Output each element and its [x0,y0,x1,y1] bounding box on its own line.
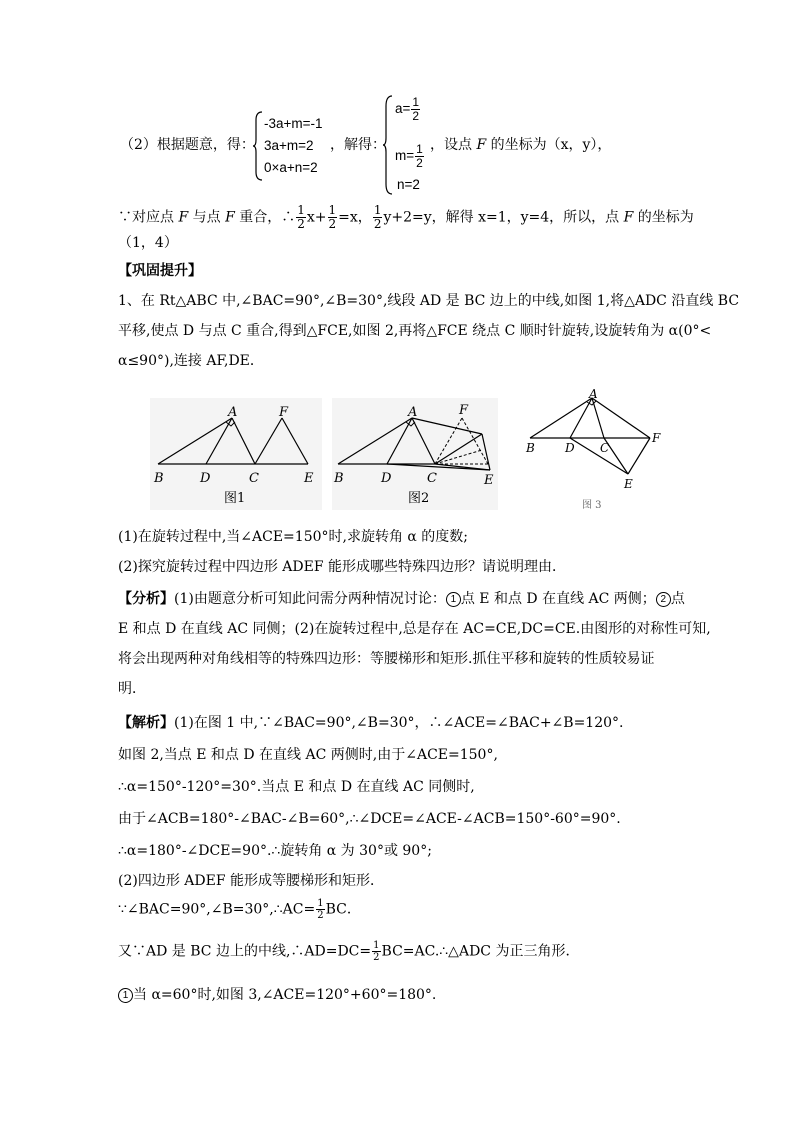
svg-text:D: D [381,471,392,486]
point-f-coord: （1，4） [118,235,178,251]
solution-line-7: ∵∠BAC=90°,∠B=30°,∴AC= $\frac{1}{2}$ BC． [118,898,361,921]
problem-line-1: 1、在 Rt△ABC 中,∠BAC=90°,∠B=30°,线段 AD 是 BC 边上的中线,如图 1,将△ADC 沿直线 BC [118,293,740,309]
solution-line-3: ∴α=150°-120°=30°.当点 E 和点 D 在直线 AC 同侧时, [118,779,475,795]
solution-line-5: ∴α=180°-∠DCE=90°.∴旋转角 α 为 30°或 90°; [118,843,432,859]
solution-line-1: 【解析】(1)在图 1 中,∵∠BAC=90°,∠B=30°，∴∠ACE=∠BAC+∠B=120°. [118,715,624,731]
circled-1-icon: 1 [446,592,461,607]
problem-line-2: 平移,使点 D 与点 C 重合,得到△FCE,如图 2,再将△FCE 绕点 C 顺时针旋转,设旋转角为 α(0°< [118,323,712,339]
solution-n: n=2 [397,177,420,192]
problem-line-3: α≤90°),连接 AF,DE． [118,353,264,369]
solution-line-4: 由于∠ACB=180°-∠BAC-∠B=60°,∴∠DCE=∠ACE-∠ACB=150°-60°=90°. [118,811,621,827]
right-brace-icon [382,94,394,196]
label-C: C [249,471,259,486]
figure-2 [332,398,498,510]
analysis-line-1: 【分析】(1)由题意分析可知此问需分两种情况讨论： 1 点 E 和点 D 在直线 AC 两侧； 2 点 [118,591,685,607]
equation-2: 3a+m=2 [264,138,314,153]
analysis-line-2: E 和点 D 在直线 AC 同侧；(2)在旋转过程中,总是存在 AC=CE,DC=CE.由图形的对称性可知, [118,621,711,637]
circled-2-icon: 2 [656,592,671,607]
left-brace-icon [252,110,264,182]
svg-text:B: B [334,471,344,486]
figure-3-caption: 图 3 [582,500,602,510]
svg-text:B: B [526,441,535,455]
svg-text:A: A [589,387,598,401]
figure-1-caption: 图1 [224,491,246,506]
solution-m: m= $\frac{1}{2}$ [395,142,423,170]
analysis-line-3: 将会出现两种对角线相等的特殊四边形：等腰梯形和矩形.抓住平移和旋转的性质较易证 [118,651,655,667]
label-B: B [154,471,164,486]
equation-3: 0×a+n=2 [264,160,318,175]
svg-text:D: D [565,441,575,455]
figure-3 [522,386,670,510]
label-A: A [228,405,238,420]
question-1: (1)在旋转过程中,当∠ACE=150°时,求旋转角 α 的度数; [118,529,469,545]
svg-text:C: C [600,441,610,455]
label-D: D [200,471,211,486]
question-2: (2)探究旋转过程中四边形 ADEF 能形成哪些特殊四边形？请说明理由． [118,559,566,575]
solve-word: ，解得： [330,137,386,153]
solution-line-9: 1 当 α=60°时,如图 3,∠ACE=120°+60°=180°. [118,984,436,1004]
solution-a: a= $\frac{1}{2}$ [395,95,420,123]
solution-line-2: 如图 2,当点 E 和点 D 在直线 AC 两侧时,由于∠ACE=150°, [118,747,498,763]
figure-2-caption: 图2 [408,491,430,506]
svg-text:E: E [484,473,494,488]
solution-line-8: 又∵AD 是 BC 边上的中线,∴AD=DC= $\frac{1}{2}$ BC=AC.∴△ADC 为正三角形． [118,940,580,963]
analysis-line-4: 明． [118,681,146,697]
label-E: E [304,471,314,486]
svg-text:C: C [427,471,437,486]
svg-text:E: E [624,477,633,491]
figure-1 [150,398,322,510]
svg-text:A: A [408,405,418,420]
solution-line-6: (2)四边形 ADEF 能形成等腰梯形和矩形． [118,873,384,889]
label-F: F [279,405,289,420]
circled-1-icon: 1 [118,988,133,1003]
part2-intro: （2）根据题意，得： [120,137,255,153]
set-point-text: ，设点 F 的坐标为（x，y）， [430,137,612,153]
section-title: 【巩固提升】 [118,263,202,279]
correspond-line: ∵对应点 F 与点 F 重合，∴ $\frac{1}{2}$ x+ $\frac{1}{2}$ =x， $\frac{1}{2}$ y+2=y，解得 x=1，y=4，所以，点 F 的坐标为 [118,203,694,231]
svg-text:F: F [459,403,469,418]
svg-text:F: F [652,431,661,445]
equation-1: -3a+m=-1 [264,116,323,131]
equation-system [264,113,323,179]
